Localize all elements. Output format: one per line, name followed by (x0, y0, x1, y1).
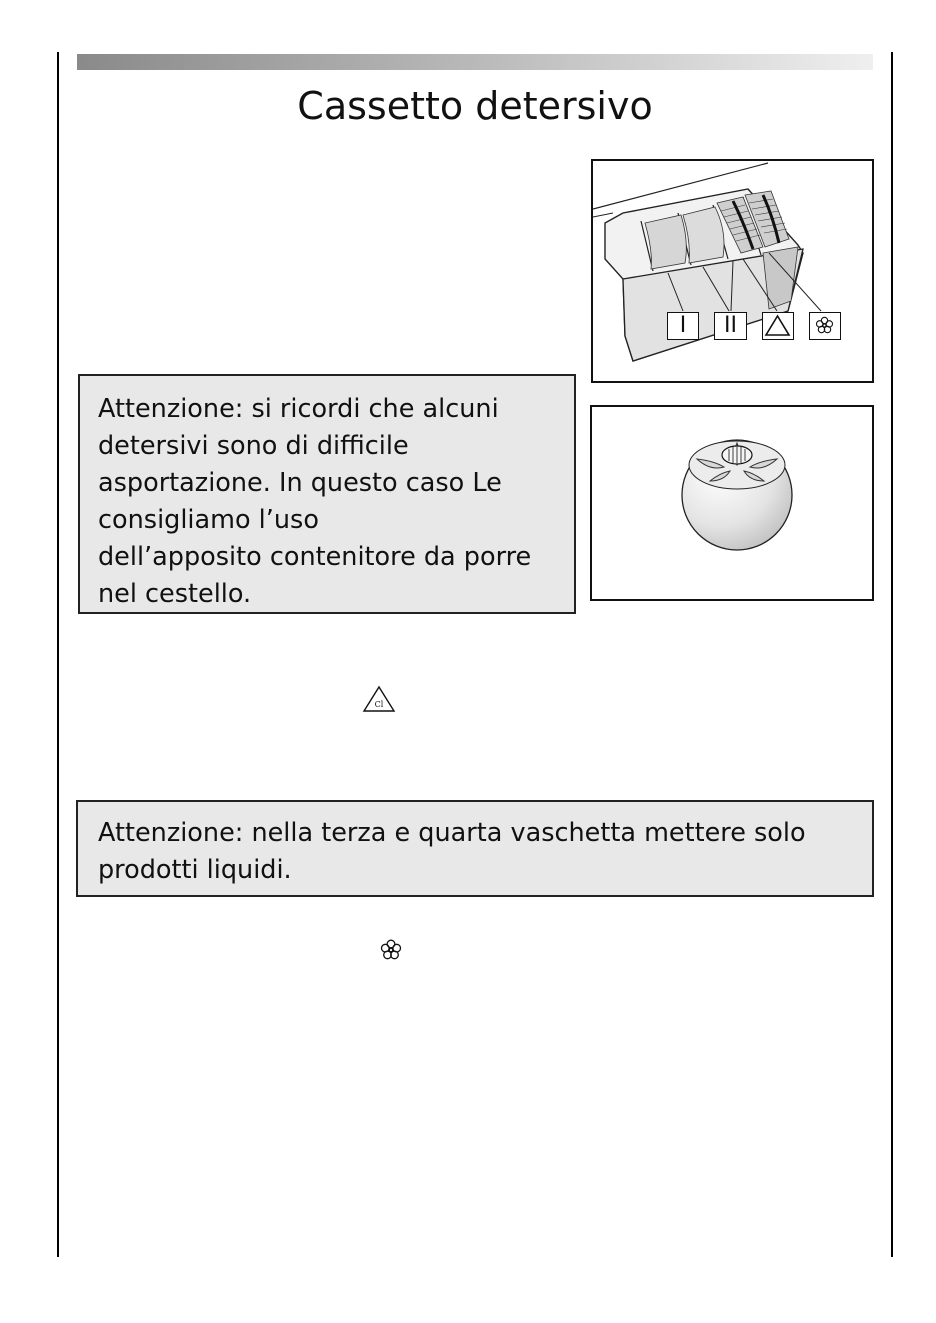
header-gradient-bar (77, 54, 873, 70)
notice-box-liquids (76, 800, 874, 897)
compartment-label-ii: II (714, 312, 747, 340)
bleach-symbol-text: Cl (374, 700, 384, 709)
notice-line: Attenzione: si ricordi che alcuni (98, 394, 499, 424)
compartment-label-i: I (667, 312, 699, 340)
dosing-ball-icon (592, 407, 872, 599)
dosing-ball-figure (590, 405, 874, 601)
flower-icon (378, 937, 404, 963)
notice-line: prodotti liquidi. (98, 855, 292, 885)
page-right-rule (891, 52, 893, 1257)
notice-line: consigliamo l’uso (98, 505, 319, 535)
notice-line: Attenzione: nella terza e quarta vaschetta mettere solo (98, 818, 806, 848)
page-left-rule (57, 52, 59, 1257)
triangle-outline-icon (762, 312, 794, 340)
page-title: Cassetto detersivo (297, 84, 653, 128)
bleach-triangle-icon (362, 685, 396, 713)
detergent-drawer-illustration (593, 161, 872, 381)
flower-icon (809, 312, 841, 340)
notice-line: nel cestello. (98, 579, 252, 609)
notice-box-removal (78, 374, 576, 614)
notice-line: dell’apposito contenitore da porre (98, 542, 532, 572)
notice-line: detersivi sono di difficile (98, 431, 409, 461)
detergent-drawer-figure (591, 159, 874, 383)
notice-line: asportazione. In questo caso Le (98, 468, 502, 498)
